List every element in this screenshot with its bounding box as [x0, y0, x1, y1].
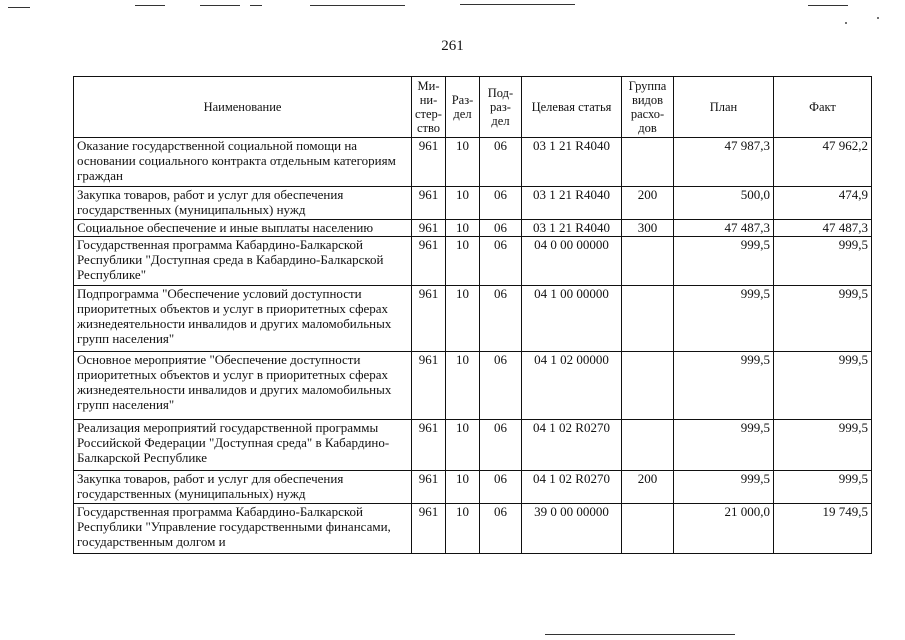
row-ministry: 961: [412, 471, 446, 504]
row-group: 200: [622, 187, 674, 220]
table-row: [74, 237, 872, 286]
row-section: 10: [446, 504, 480, 554]
row-group: [622, 504, 674, 554]
row-name: Государственная программа Кабардино-Балкарской Республики "Управление государственными финансами, государственным долгом и: [74, 504, 412, 554]
header-ministry: Ми- ни- стер- ство: [412, 77, 446, 138]
row-fact: 999,5: [774, 471, 872, 504]
scan-artifact-line: [460, 4, 575, 5]
row-ministry: 961: [412, 138, 446, 187]
row-target: 04 1 00 00000: [522, 286, 622, 352]
row-group: [622, 420, 674, 471]
scan-artifact-line: [200, 5, 240, 6]
row-group: 200: [622, 471, 674, 504]
row-plan: 999,5: [674, 237, 774, 286]
row-group: [622, 286, 674, 352]
scan-artifact-dot: [845, 22, 847, 24]
row-ministry: 961: [412, 187, 446, 220]
row-name: Оказание государственной социальной помощи на основании социального контракта отдельным категориям граждан: [74, 138, 412, 187]
table-row: [74, 138, 872, 187]
header-fact: Факт: [774, 77, 872, 138]
row-fact: 47 487,3: [774, 220, 872, 237]
row-name: Закупка товаров, работ и услуг для обеспечения государственных (муниципальных) нужд: [74, 187, 412, 220]
row-section: 10: [446, 220, 480, 237]
header-name: Наименование: [74, 77, 412, 138]
row-ministry: 961: [412, 504, 446, 554]
header-subsection: Под- раз- дел: [480, 77, 522, 138]
row-plan: 500,0: [674, 187, 774, 220]
row-fact: 19 749,5: [774, 504, 872, 554]
row-subsection: 06: [480, 420, 522, 471]
row-section: 10: [446, 138, 480, 187]
row-target: 04 0 00 00000: [522, 237, 622, 286]
row-subsection: 06: [480, 504, 522, 554]
row-group: [622, 237, 674, 286]
page-number: 261: [441, 38, 464, 54]
row-ministry: 961: [412, 237, 446, 286]
row-ministry: 961: [412, 220, 446, 237]
scan-artifact-line: [545, 634, 735, 635]
row-ministry: 961: [412, 352, 446, 420]
scan-artifact-dot: [877, 17, 879, 19]
row-fact: 999,5: [774, 420, 872, 471]
row-section: 10: [446, 187, 480, 220]
row-target: 04 1 02 R0270: [522, 420, 622, 471]
row-group: [622, 138, 674, 187]
table-header-row: [74, 77, 872, 138]
row-target: 04 1 02 R0270: [522, 471, 622, 504]
row-subsection: 06: [480, 187, 522, 220]
row-section: 10: [446, 286, 480, 352]
row-name: Основное мероприятие "Обеспечение доступности приоритетных объектов и услуг в приоритетных сферах жизнедеятельности инвалидов и других маломобильных групп населения": [74, 352, 412, 420]
row-name: Подпрограмма "Обеспечение условий доступности приоритетных объектов и услуг в приоритетных сферах жизнедеятельности инвалидов и других маломобильных групп населения": [74, 286, 412, 352]
row-section: 10: [446, 420, 480, 471]
row-target: 03 1 21 R4040: [522, 220, 622, 237]
row-section: 10: [446, 237, 480, 286]
row-name: Государственная программа Кабардино-Балкарской Республики "Доступная среда в Кабардино-Балкарской Республике": [74, 237, 412, 286]
row-fact: 999,5: [774, 237, 872, 286]
header-section: Раз- дел: [446, 77, 480, 138]
header-target: Целевая статья: [522, 77, 622, 138]
row-section: 10: [446, 352, 480, 420]
scan-artifact-line: [135, 5, 165, 6]
table-row: [74, 220, 872, 237]
row-subsection: 06: [480, 471, 522, 504]
row-target: 39 0 00 00000: [522, 504, 622, 554]
table-row: [74, 471, 872, 504]
row-plan: 999,5: [674, 286, 774, 352]
row-plan: 999,5: [674, 471, 774, 504]
row-fact: 474,9: [774, 187, 872, 220]
row-fact: 47 962,2: [774, 138, 872, 187]
row-name: Социальное обеспечение и иные выплаты населению: [74, 220, 412, 237]
row-subsection: 06: [480, 352, 522, 420]
scan-artifact-line: [8, 7, 30, 8]
scan-artifact-line: [808, 5, 848, 6]
row-subsection: 06: [480, 138, 522, 187]
row-plan: 999,5: [674, 352, 774, 420]
row-ministry: 961: [412, 420, 446, 471]
row-subsection: 06: [480, 220, 522, 237]
row-ministry: 961: [412, 286, 446, 352]
table-row: [74, 420, 872, 471]
row-plan: 21 000,0: [674, 504, 774, 554]
budget-table: [73, 76, 872, 554]
row-section: 10: [446, 471, 480, 504]
row-subsection: 06: [480, 237, 522, 286]
table-row: [74, 352, 872, 420]
row-subsection: 06: [480, 286, 522, 352]
row-plan: 47 487,3: [674, 220, 774, 237]
row-target: 03 1 21 R4040: [522, 138, 622, 187]
row-target: 03 1 21 R4040: [522, 187, 622, 220]
table-row: [74, 286, 872, 352]
header-expense-group: Группа видов расхо- дов: [622, 77, 674, 138]
scan-artifact-line: [250, 5, 262, 6]
row-name: Реализация мероприятий государственной программы Российской Федерации "Доступная среда" в Кабардино-Балкарской Республике: [74, 420, 412, 471]
row-plan: 47 987,3: [674, 138, 774, 187]
row-name: Закупка товаров, работ и услуг для обеспечения государственных (муниципальных) нужд: [74, 471, 412, 504]
row-fact: 999,5: [774, 352, 872, 420]
row-fact: 999,5: [774, 286, 872, 352]
row-group: 300: [622, 220, 674, 237]
table-row: [74, 187, 872, 220]
scan-artifact-line: [310, 5, 405, 6]
table-row: [74, 504, 872, 554]
row-target: 04 1 02 00000: [522, 352, 622, 420]
header-plan: План: [674, 77, 774, 138]
row-plan: 999,5: [674, 420, 774, 471]
row-group: [622, 352, 674, 420]
